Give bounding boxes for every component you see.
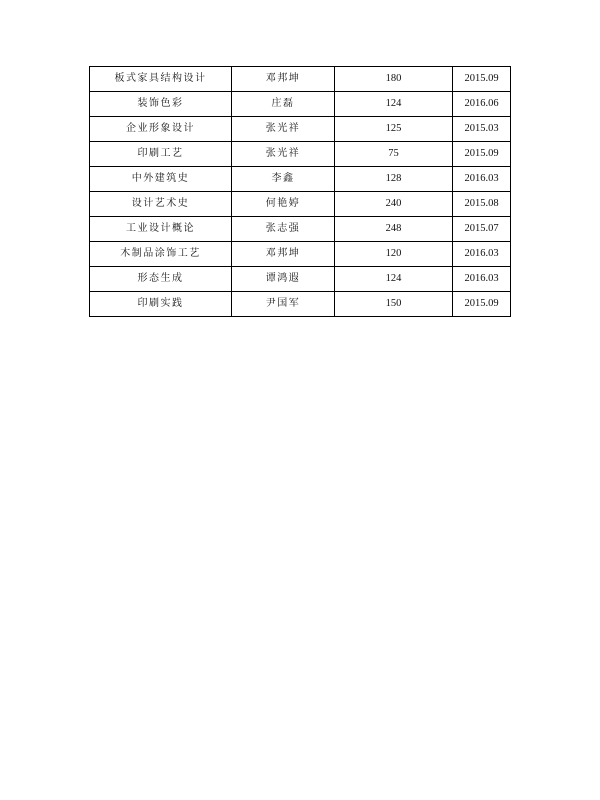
- date-cell: 2016.06: [453, 92, 511, 117]
- course-name-cell: 木制品涂饰工艺: [90, 242, 232, 267]
- author-cell: 张光祥: [232, 142, 335, 167]
- course-name-cell: 印刷实践: [90, 292, 232, 317]
- table-row: [90, 292, 511, 317]
- table-row: [90, 192, 511, 217]
- table-row: [90, 92, 511, 117]
- author-cell: 庄磊: [232, 92, 335, 117]
- table-row: [90, 167, 511, 192]
- date-cell: 2015.08: [453, 192, 511, 217]
- hours-cell: 124: [335, 92, 453, 117]
- date-cell: 2016.03: [453, 242, 511, 267]
- hours-cell: 120: [335, 242, 453, 267]
- author-cell: 张光祥: [232, 117, 335, 142]
- author-cell: 谭鸿遐: [232, 267, 335, 292]
- course-name-cell: 形态生成: [90, 267, 232, 292]
- course-name-cell: 板式家具结构设计: [90, 67, 232, 92]
- table-row: [90, 267, 511, 292]
- author-cell: 邓邦坤: [232, 242, 335, 267]
- course-name-cell: 工业设计概论: [90, 217, 232, 242]
- date-cell: 2016.03: [453, 267, 511, 292]
- date-cell: 2015.09: [453, 142, 511, 167]
- hours-cell: 150: [335, 292, 453, 317]
- table-row: [90, 217, 511, 242]
- hours-cell: 248: [335, 217, 453, 242]
- course-name-cell: 装饰色彩: [90, 92, 232, 117]
- course-table: [89, 66, 511, 317]
- course-name-cell: 印刷工艺: [90, 142, 232, 167]
- author-cell: 何艳婷: [232, 192, 335, 217]
- course-name-cell: 设计艺术史: [90, 192, 232, 217]
- date-cell: 2015.09: [453, 67, 511, 92]
- date-cell: 2015.09: [453, 292, 511, 317]
- author-cell: 李鑫: [232, 167, 335, 192]
- hours-cell: 75: [335, 142, 453, 167]
- author-cell: 邓邦坤: [232, 67, 335, 92]
- table-row: [90, 117, 511, 142]
- hours-cell: 240: [335, 192, 453, 217]
- table-row: [90, 142, 511, 167]
- table-row: [90, 242, 511, 267]
- hours-cell: 125: [335, 117, 453, 142]
- course-name-cell: 企业形象设计: [90, 117, 232, 142]
- hours-cell: 180: [335, 67, 453, 92]
- date-cell: 2015.03: [453, 117, 511, 142]
- table-row: [90, 67, 511, 92]
- hours-cell: 124: [335, 267, 453, 292]
- date-cell: 2016.03: [453, 167, 511, 192]
- author-cell: 尹国军: [232, 292, 335, 317]
- date-cell: 2015.07: [453, 217, 511, 242]
- course-name-cell: 中外建筑史: [90, 167, 232, 192]
- hours-cell: 128: [335, 167, 453, 192]
- author-cell: 张志强: [232, 217, 335, 242]
